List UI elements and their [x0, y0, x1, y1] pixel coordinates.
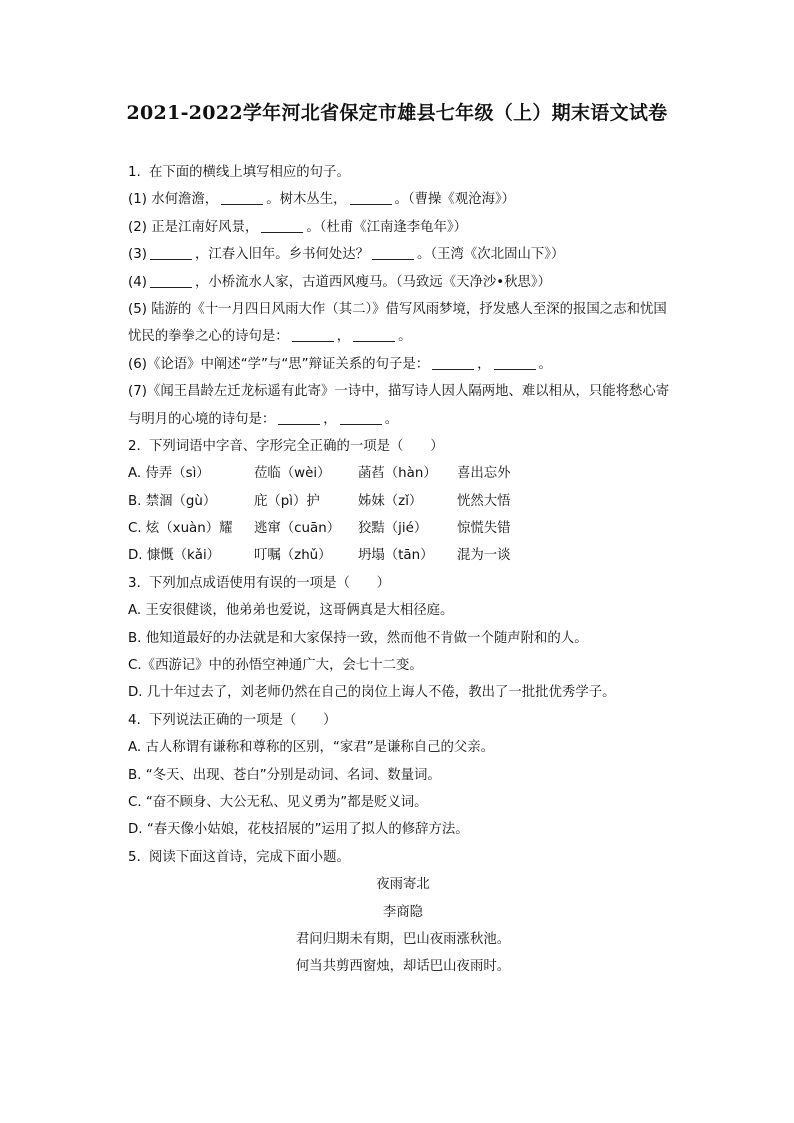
answer-blank[interactable]: [221, 190, 263, 205]
q3-option-c[interactable]: C.《西游记》中的孙悟空神通广大，会七十二变。: [128, 658, 423, 674]
option-word: 庇（pì）护: [254, 493, 320, 509]
q1-item-2: [128, 214, 708, 241]
item-text: ，: [477, 356, 491, 372]
poem-line-2: 何当共剪西窗烛，却话巴山夜雨时。: [295, 959, 511, 975]
answer-blank[interactable]: [150, 273, 192, 288]
poem-author: 李商隐: [382, 904, 424, 920]
q3-option-d[interactable]: D. 几十年过去了，刘老师仍然在自己的岗位上诲人不倦，教出了一批批优秀学子。: [128, 685, 616, 701]
question-4-header: [128, 707, 708, 734]
item-text: (3): [128, 247, 147, 263]
question-number: 4.: [128, 712, 141, 728]
item-text: (4): [128, 274, 147, 290]
option-word: 混为一谈: [457, 548, 511, 564]
question-number: 1.: [128, 165, 141, 180]
answer-blank[interactable]: [372, 245, 414, 260]
q4-option-a[interactable]: A. 古人称谓有谦称和尊称的区别，“家君”是谦称自己的父亲。: [128, 740, 495, 756]
answer-blank[interactable]: [292, 327, 334, 342]
answer-blank[interactable]: [432, 355, 474, 370]
question-2-header: [128, 433, 708, 460]
question-text: 下列加点成语使用有误的一项是（ ）: [149, 575, 391, 591]
option-word: 恍然大悟: [457, 493, 511, 509]
option-word: 菡萏（hàn）: [358, 466, 437, 482]
question-number: 2.: [128, 438, 141, 454]
item-text: (6)《论语》中阐述“学”与“思”辩证关系的句子是：: [128, 356, 430, 372]
question-1-header: [128, 159, 708, 186]
question-text: 下列说法正确的一项是（ ）: [149, 712, 337, 728]
q4-option-c[interactable]: C. “奋不顾身、大公无私、见义勇为”都是贬义词。: [128, 794, 428, 810]
q2-option-a[interactable]: [128, 460, 708, 487]
item-text: 。（王湾《次北固山下》）: [417, 247, 565, 263]
q3-option-a[interactable]: A. 王安很健谈，他弟弟也爱说，这哥俩真是大相径庭。: [128, 603, 454, 619]
option-word: 狡黠（jié）: [358, 521, 428, 537]
question-3-header: [128, 570, 708, 597]
item-text: 。树木丛生，: [266, 192, 347, 208]
item-text: 。（曹操《观沧海》）: [394, 192, 516, 208]
item-text: 与明月的心境的诗句是：: [128, 411, 276, 427]
item-text: ，: [336, 329, 351, 345]
q1-item-5-line-1: (5) 陆游的《十一月四日风雨大作（其二）》借写风雨梦境，抒发感人至深的报国之志和忧国: [128, 301, 667, 317]
item-text: 忧民的拳拳之心的诗句是：: [128, 329, 289, 345]
option-word: 莅临（wèi）: [254, 466, 331, 482]
option-word: 惊慌失错: [457, 521, 511, 537]
question-text: 阅读下面这首诗，完成下面小题。: [149, 849, 350, 865]
question-number: 5.: [128, 849, 141, 865]
option-word: 喜出忘外: [457, 466, 511, 482]
answer-blank[interactable]: [494, 355, 536, 370]
q2-option-b[interactable]: [128, 488, 708, 515]
option-word: C. 炫（xuàn）耀: [128, 521, 233, 537]
option-word: 坍塌（tān）: [358, 548, 434, 564]
q4-option-b[interactable]: B. “冬天、出现、苍白”分别是动词、名词、数量词。: [128, 767, 441, 783]
item-text: 。: [538, 356, 552, 372]
item-text: (1) 水何澹澹，: [128, 192, 219, 208]
q1-item-4: [128, 269, 708, 296]
poem-line-1: 君问归期未有期，巴山夜雨涨秋池。: [295, 931, 511, 947]
item-text: ，江春入旧年。乡书何处达？: [194, 247, 370, 263]
option-word: 叮嘱（zhǔ）: [254, 548, 332, 564]
answer-blank[interactable]: [261, 218, 303, 233]
item-text: ，: [323, 411, 337, 427]
answer-blank[interactable]: [278, 410, 320, 425]
option-word: 逃窜（cuān）: [254, 521, 341, 537]
question-number: 3.: [128, 575, 141, 591]
option-word: B. 禁涸（gù）: [128, 493, 217, 509]
answer-blank[interactable]: [150, 245, 192, 260]
item-text: ，小桥流水人家，古道西风瘦马。（马致远《天净沙•秋思》）: [194, 274, 552, 290]
option-word: 姊妹（zǐ）: [358, 493, 423, 509]
question-text: 下列词语中字音、字形完全正确的一项是（ ）: [149, 438, 444, 454]
page-title: 2021-2022学年河北省保定市雄县七年级（上）期末语文试卷: [126, 102, 668, 124]
answer-blank[interactable]: [340, 410, 382, 425]
question-5-header: [128, 844, 708, 871]
option-word: D. 慷慨（kǎi）: [128, 548, 221, 564]
q1-item-3: [128, 241, 708, 268]
item-text: 。: [398, 329, 412, 345]
poem-title: 夜雨寄北: [376, 877, 430, 893]
q4-option-d[interactable]: D. “春天像小姑娘，花枝招展的”运用了拟人的修辞方法。: [128, 822, 469, 838]
answer-blank[interactable]: [350, 190, 392, 205]
q2-option-d[interactable]: [128, 542, 708, 569]
item-text: 。（杜甫《江南逢李龟年》）: [306, 219, 468, 235]
item-text: 。: [384, 411, 399, 427]
q1-item-7-line-1: (7)《闻王昌龄左迁龙标遥有此寄》一诗中，描写诗人因人隔两地、难以相从，只能将愁心寄: [128, 384, 670, 400]
q1-item-5-line-2: [128, 323, 708, 350]
q1-item-7-line-2: [128, 406, 708, 433]
q2-option-c[interactable]: [128, 515, 708, 542]
option-word: A. 侍弄（sì）: [128, 466, 210, 482]
q1-item-6: [128, 351, 708, 378]
item-text: (2) 正是江南好风景，: [128, 219, 259, 235]
q3-option-b[interactable]: B. 他知道最好的办法就是和大家保持一致，然而他不肯做一个随声附和的人。: [128, 630, 588, 646]
question-text: 在下面的横线上填写相应的句子。: [149, 165, 350, 180]
answer-blank[interactable]: [353, 327, 395, 342]
exam-content: [128, 159, 708, 981]
q1-item-1: [128, 186, 708, 213]
